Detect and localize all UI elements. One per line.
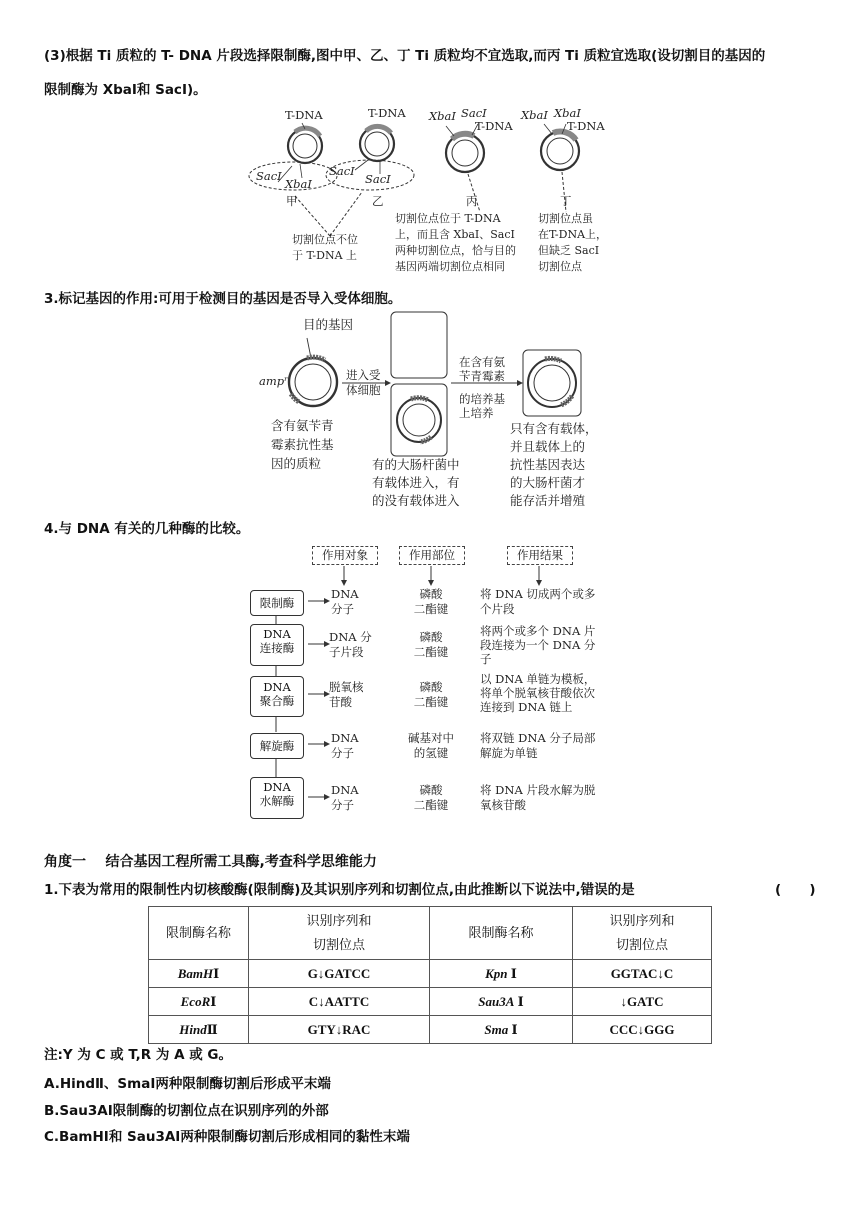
sac-label: SacⅠ xyxy=(329,164,355,178)
result-cell: 将 DNA 片段水解为脱 氧核苷酸 xyxy=(480,783,596,812)
table-row xyxy=(149,960,712,988)
result-cell: 将双链 DNA 分子局部 解旋为单链 xyxy=(480,731,596,760)
enzyme-box-ligase: DNA 连接酶 xyxy=(250,624,304,666)
tdna-label: T-DNA xyxy=(285,108,323,122)
arrow2-label: 在含有氨 苄青霉素 的培养基 上培养 xyxy=(459,355,505,420)
enzyme-box-nuclease: DNA 水解酶 xyxy=(250,777,304,819)
enzyme-name: HindⅡ xyxy=(149,1016,249,1044)
enzyme-name: Kpn Ⅰ xyxy=(430,960,573,988)
label-ding: 丁 xyxy=(560,194,572,208)
site-cell: 磷酸 二酯键 xyxy=(413,587,449,616)
xba-label: XbaⅠ xyxy=(285,177,312,191)
label-bing: 丙 xyxy=(466,194,478,208)
enzyme-name: Sau3A Ⅰ xyxy=(430,988,573,1016)
recognition-site: G↓GATCC xyxy=(249,960,430,988)
tdna-label: T-DNA xyxy=(475,119,513,133)
ecoli-note: 有的大肠杆菌中 有载体进入，有 的没有载体进入 xyxy=(372,457,460,508)
section3-line2: 限制酶为 XbaⅠ和 SacⅠ)。 xyxy=(44,82,207,98)
note-ding: 切割位点虽 在T-DNA上， 但缺乏 SacⅠ 切割位点 xyxy=(538,212,608,273)
header-result: 作用结果 xyxy=(507,546,573,565)
recognition-site: ↓GATC xyxy=(573,988,712,1016)
label-jia: 甲 xyxy=(286,194,298,208)
sac-label: SacⅠ xyxy=(365,172,391,186)
site-cell: 磷酸 二酯键 xyxy=(413,783,449,812)
label-yi: 乙 xyxy=(372,194,384,208)
xba-label: XbaⅠ xyxy=(429,109,456,123)
section3-line1: (3)根据 Ti 质粒的 T- DNA 片段选择限制酶,图中甲、乙、丁 Ti 质粒均不宜选取,而丙 Ti 质粒宜选取(设切割目的基因的 xyxy=(44,48,766,64)
object-cell: DNA 分 子片段 xyxy=(329,630,372,659)
recognition-site: C↓AATTC xyxy=(249,988,430,1016)
enzymes-heading: 4.与 DNA 有关的几种酶的比较。 xyxy=(44,521,250,537)
plasmid-note: 含有氨苄青 霉素抗性基 因的质粒 xyxy=(271,418,334,471)
site-cell: 磷酸 二酯键 xyxy=(413,630,449,659)
target-gene-label: 目的基因 xyxy=(303,317,354,332)
result-cell: 将 DNA 切成两个或多 个片段 xyxy=(480,587,596,616)
table-header: 识别序列和 切割位点 xyxy=(573,907,712,960)
enzyme-box-restriction: 限制酶 xyxy=(250,590,304,616)
recognition-site: GTY↓RAC xyxy=(249,1016,430,1044)
result-note: 只有含有载体， 并且载体上的 抗性基因表达 的大肠杆菌才 能存活并增殖 xyxy=(510,421,598,508)
pointer-line xyxy=(330,192,362,236)
arrow1-label: 进入受 体细胞 xyxy=(346,368,381,397)
tdna-label: T-DNA xyxy=(368,106,406,120)
object-cell: DNA 分子 xyxy=(331,783,359,812)
enzyme-name: Sma Ⅰ xyxy=(430,1016,573,1044)
pointer-line xyxy=(295,196,330,236)
enzyme-box-helicase: 解旋酶 xyxy=(250,733,304,759)
table-header-row xyxy=(149,907,712,960)
xba-label: XbaⅠ xyxy=(521,108,548,122)
table-header: 限制酶名称 xyxy=(149,907,249,960)
note-bing: 切割位点位于 T-DNA 上，而且含 XbaⅠ、SacⅠ 两种切割位点，恰与目的 基因两端切割位点相同 xyxy=(395,212,516,273)
table-header: 识别序列和 切割位点 xyxy=(249,907,430,960)
result-cell: 将两个或多个 DNA 片 段连接为一个 DNA 分 子 xyxy=(480,624,596,666)
note-left: 切割位点不位 于 T-DNA 上 xyxy=(292,233,358,262)
object-cell: DNA 分子 xyxy=(331,587,359,616)
marker-heading: 3.标记基因的作用:可用于检测目的基因是否导入受体细胞。 xyxy=(44,291,402,307)
header-object: 作用对象 xyxy=(312,546,378,565)
site-cell: 磷酸 二酯键 xyxy=(413,680,449,709)
recognition-site: GGTAC↓C xyxy=(573,960,712,988)
option-c[interactable]: C.BamHⅠ和 Sau3AⅠ两种限制酶切割后形成相同的黏性末端 xyxy=(44,1129,410,1145)
question-stem: 1.下表为常用的限制性内切核酸酶(限制酶)及其识别序列和切割位点,由此推断以下说法中,错误的是 xyxy=(44,882,635,898)
sac-label: SacⅠ xyxy=(256,169,282,183)
sac-label: SacⅠ xyxy=(461,106,487,120)
xba-label: XbaⅠ xyxy=(554,106,581,120)
enzyme-table xyxy=(148,906,712,1044)
table-note: 注:Y 为 C 或 T,R 为 A 或 G。 xyxy=(44,1047,233,1063)
tdna-label: T-DNA xyxy=(567,119,605,133)
recognition-site: CCC↓GGG xyxy=(573,1016,712,1044)
object-cell: DNA 分子 xyxy=(331,731,359,760)
table-row xyxy=(149,1016,712,1044)
amp-label: ampʳ xyxy=(259,374,289,388)
option-a[interactable]: A.HindⅡ、SmaⅠ两种限制酶切割后形成平末端 xyxy=(44,1076,331,1092)
angle-title: 角度一 结合基因工程所需工具酶,考查科学思维能力 xyxy=(44,854,377,870)
plasmid-bing xyxy=(446,124,484,212)
table-row xyxy=(149,988,712,1016)
answer-paren: ( ) xyxy=(775,882,816,898)
result-cell: 以 DNA 单链为模板， 将单个脱氧核苷酸依次 连接到 DNA 链上 xyxy=(480,672,596,714)
header-site: 作用部位 xyxy=(399,546,465,565)
object-cell: 脱氧核 苷酸 xyxy=(329,680,364,709)
enzyme-box-polymerase: DNA 聚合酶 xyxy=(250,676,304,717)
site-cell: 碱基对中 的氢键 xyxy=(408,731,454,760)
option-b[interactable]: B.Sau3AⅠ限制酶的切割位点在识别序列的外部 xyxy=(44,1103,329,1119)
enzyme-name: EcoRⅠ xyxy=(149,988,249,1016)
enzyme-name: BamHⅠ xyxy=(149,960,249,988)
table-header: 限制酶名称 xyxy=(430,907,573,960)
